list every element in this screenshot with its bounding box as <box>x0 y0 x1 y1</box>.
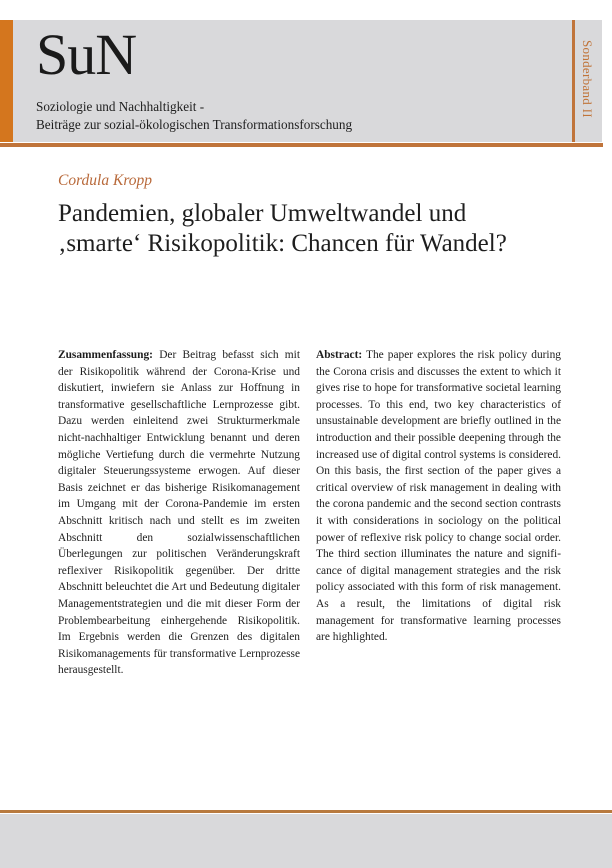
volume-label: Sonderband II <box>580 40 595 118</box>
journal-logo: SuN <box>36 22 137 87</box>
footer-rule <box>0 810 612 813</box>
journal-subtitle <box>36 98 352 134</box>
header-bottom-rule <box>0 143 603 147</box>
abstract-english-label: Abstract: <box>316 349 363 361</box>
article-title <box>58 199 578 259</box>
journal-subtitle-line1: Soziologie und Nachhaltigkeit - <box>36 99 205 114</box>
article-author: Cordula Kropp <box>58 172 153 189</box>
header-accent-bar <box>0 20 13 142</box>
abstract-english <box>316 347 561 646</box>
header-divider-line <box>572 20 575 142</box>
abstract-german-text: Der Beitrag befasst sich mit der Risikopolitik während der Corona-Krise und diskutiert, inwiefern sie Anlass zur Hoffnung in transformative gesellschaftliche Lernprozesse gibt. Dazu werden einleitend zwei Strukturmerkmale nicht-nachhaltiger Entwicklung benannt und deren mögliche Vertiefung durch die vermehrte Nutzung digitaler Steuerungssysteme erwogen. Auf dieser Basis zeichnet er das bisherige Risikomanagement im Umgang mit der Corona-Pandemie im ersten Abschnitt kritisch nach und stellt es im zweiten Abschnitt den sozialwissenschaftlichen Überlegungen zur politischen Veränderungskraft reflexiver Risikopolitik gegenüber. Der dritte Abschnitt beleuchtet die Art und Bedeutung digitaler Managementstrategien und die mit dieser Form der Problembearbeitung einhergehende Risikopolitik. Im Ergebnis werden die Grenzen des digitalen Risikomanagements für transformative Lernprozesse herausgestellt. <box>58 349 300 677</box>
article-title-line1: Pandemien, globaler Umweltwandel und <box>58 200 467 227</box>
abstract-english-text: The paper explores the risk policy during the Corona crisis and discusses the extent to which it gives rise to hope for transformative societal learning processes. To this end, two key characteristics of unsustainable development are briefly outlined in the introduction and their possible deepening through the increased use of digital control systems is considered. On this basis, the first section of the paper gives a critical overview of risk management in dealing with the corona pandemic and the second section contrasts it with considerations in sociology on the political power of reflexive risk policy to change social order. The third section illuminates the nature and significance of digital management strategies and the risk policy associated with this form of risk management. As a result, the limitations of digital risk management for transformative learning processes are highlighted. <box>316 349 561 644</box>
article-title-line2: ‚smarte‘ Risikopolitik: Chancen für Wandel? <box>58 230 507 257</box>
footer-band <box>0 814 612 868</box>
journal-subtitle-line2: Beiträge zur sozial-ökologischen Transformationsforschung <box>36 117 353 132</box>
abstract-german-label: Zusammenfassung: <box>58 349 153 361</box>
abstract-german <box>58 347 300 679</box>
